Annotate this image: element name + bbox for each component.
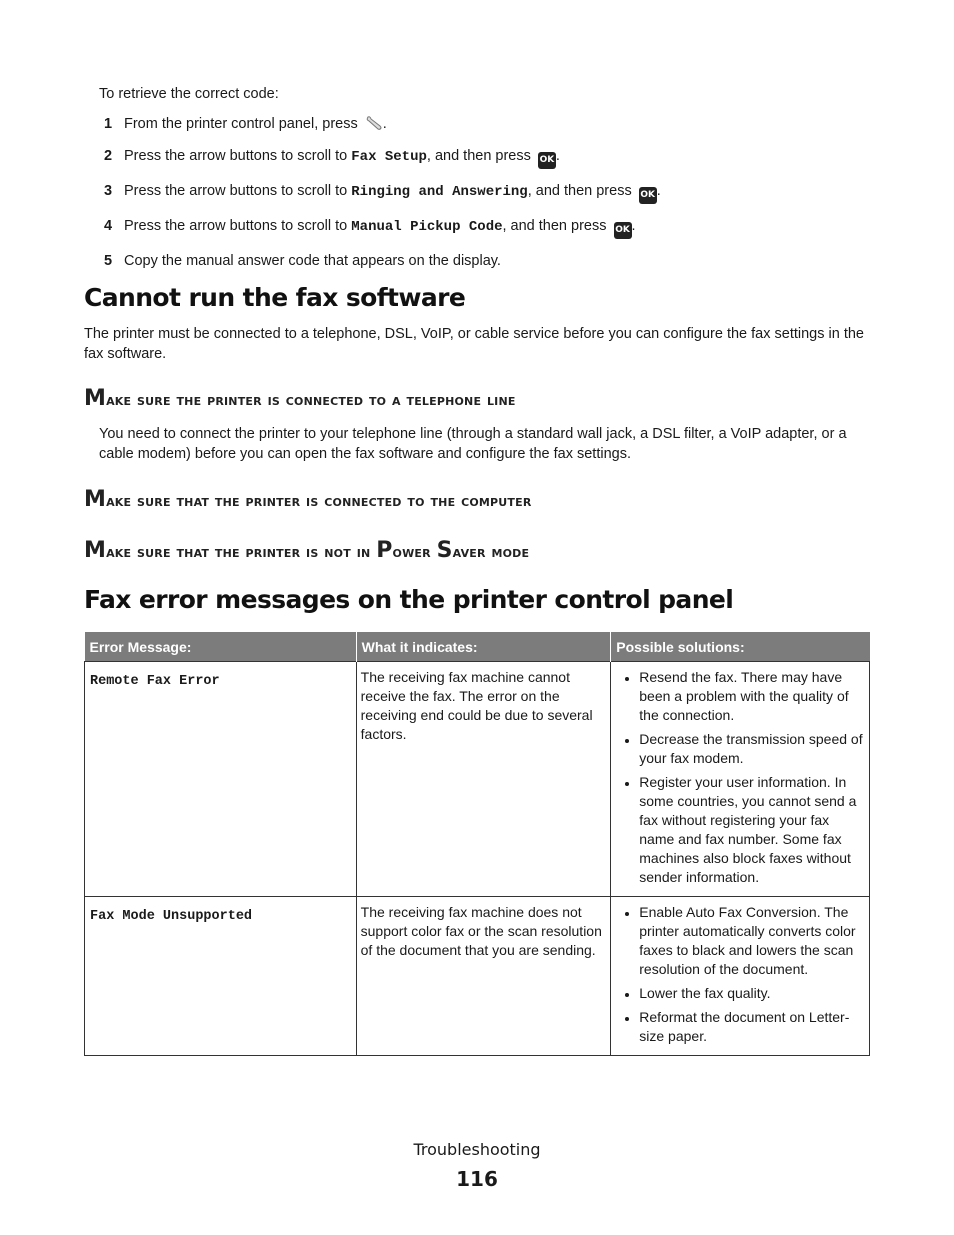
step-text-end: , and then press xyxy=(527,183,636,199)
step-text-end: . xyxy=(382,116,387,132)
column-header: Possible solutions: xyxy=(611,632,870,662)
error-message-cell xyxy=(85,662,357,897)
step-item: 2 Press the arrow buttons to scroll to Fax Setup, and then press OK . xyxy=(104,146,884,169)
error-code: Fax Mode Unsupported xyxy=(90,909,253,924)
table-row xyxy=(85,897,870,1056)
step-text-end: , and then press xyxy=(502,218,611,234)
section-body-cannot-run: The printer must be connected to a telephone, DSL, VoIP, or cable service before you can configure the fax settings in the fax software. xyxy=(84,326,864,362)
table-header-row xyxy=(85,632,870,662)
solution-item: • Register your user information. In some countries, you cannot send a fax without registering your fax name and fax number. Some fax machines also block faxes without sender information. xyxy=(639,773,865,887)
step-item xyxy=(104,114,884,134)
solutions-list xyxy=(615,668,865,887)
indicates-cell: The receiving fax machine cannot receive the fax. The error on the receiving end could be due to several factors. xyxy=(356,662,611,897)
section-title-fax-errors: Fax error messages on the printer control panel xyxy=(84,585,734,614)
solutions-cell xyxy=(611,662,870,897)
page-number: 116 xyxy=(456,1167,498,1191)
footer-chapter-label: Troubleshooting xyxy=(413,1140,541,1159)
solution-item: • Enable Auto Fax Conversion. The printer automatically converts color faxes to black and lowers the scan resolution of the document. xyxy=(639,903,865,979)
step-number: 3 xyxy=(104,183,113,199)
step-number: 5 xyxy=(104,253,113,269)
step-text: From the printer control panel, press xyxy=(124,116,362,132)
step-number: 4 xyxy=(104,218,113,234)
step-item: 3 Press the arrow buttons to scroll to Ringing and Answering, and then press OK . xyxy=(104,181,884,204)
solutions-list xyxy=(615,903,865,1046)
step-text: Copy the manual answer code that appears on the display. xyxy=(124,253,501,269)
subsection-title-telephone-line: Make sure the printer is connected to a telephone line xyxy=(84,386,516,411)
section-title-cannot-run: Cannot run the fax software xyxy=(84,283,466,312)
step-text: Press the arrow buttons to scroll to xyxy=(124,148,352,164)
steps-list xyxy=(104,114,884,283)
fax-error-table xyxy=(84,632,870,1056)
wrench-icon xyxy=(365,115,383,131)
error-message-cell xyxy=(85,897,357,1056)
error-code: Remote Fax Error xyxy=(90,674,220,689)
indicates-cell: The receiving fax machine does not support color fax or the scan resolution of the document that you are sending. xyxy=(356,897,611,1056)
subsection-body-telephone-line: You need to connect the printer to your telephone line (through a standard wall jack, a DSL filter, a VoIP adapter, or a cable modem) before you can open the fax software and configure the fax settings. xyxy=(99,426,847,462)
step-number: 1 xyxy=(104,116,113,132)
step-text: Press the arrow buttons to scroll to xyxy=(124,218,352,234)
solution-item: • Reformat the document on Letter-size paper. xyxy=(639,1008,865,1046)
step-text: Press the arrow buttons to scroll to xyxy=(124,183,352,199)
menu-code: Manual Pickup Code xyxy=(351,219,503,235)
ok-button-icon: OK xyxy=(614,222,632,239)
ok-button-icon: OK xyxy=(538,152,556,169)
step-text-end: , and then press xyxy=(426,148,535,164)
solution-item: • Lower the fax quality. xyxy=(639,984,865,1003)
solution-item: • Decrease the transmission speed of your fax modem. xyxy=(639,730,865,768)
intro-text: To retrieve the correct code: xyxy=(99,86,279,102)
column-header: Error Message: xyxy=(85,632,357,662)
solution-item: • Resend the fax. There may have been a problem with the quality of the connection. xyxy=(639,668,865,725)
step-item: 4 Press the arrow buttons to scroll to Manual Pickup Code, and then press OK . xyxy=(104,216,884,239)
step-item xyxy=(104,251,884,271)
menu-code: Fax Setup xyxy=(351,149,427,165)
solutions-cell xyxy=(611,897,870,1056)
table-row xyxy=(85,662,870,897)
menu-code: Ringing and Answering xyxy=(351,184,528,200)
subsection-title-power-saver: Make sure that the printer is not in Power Saver mode xyxy=(84,538,530,563)
subsection-title-computer: Make sure that the printer is connected to the computer xyxy=(84,487,532,512)
column-header: What it indicates: xyxy=(356,632,611,662)
step-number: 2 xyxy=(104,148,113,164)
ok-button-icon: OK xyxy=(639,187,657,204)
